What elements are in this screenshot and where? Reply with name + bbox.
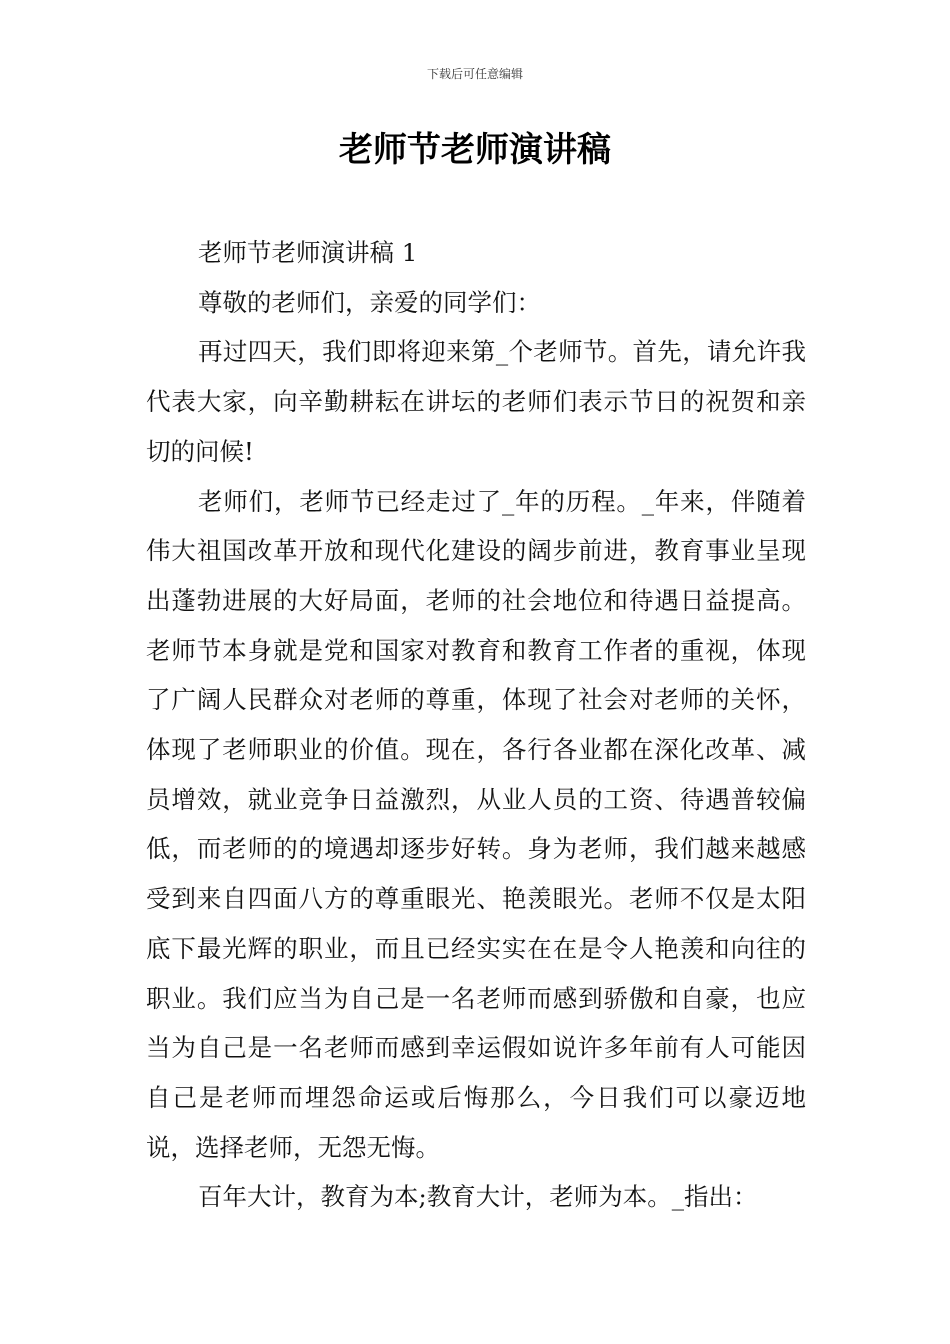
header-note: 下载后可任意编辑 — [426, 67, 523, 81]
paragraph-greeting: 再过四天，我们即将迎来第_个老师节。首先，请允许我代表大家，向辛勤耕耘在讲坛的老师们表示节日的祝贺和亲切的问候! — [146, 337, 806, 466]
paragraph-main: 老师们，老师节已经走过了_年的历程。_年来，伴随着伟大祖国改革开放和现代化建设的阔步前进，教育事业呈现出蓬勃进展的大好局面，老师的社会地位和待遇日益提高。老师节本身就是党和国家对教育和教育工作者的重视，体现了广阔人民群众对老师的尊重，体现了社会对老师的关怀，体现了老师职业的价值。现在，各行各业都在深化改革、减员增效，就业竞争日益激烈，从业人员的工资、待遇普较偏低，而老师的的境遇却逐步好转。身为老师，我们越来越感受到来自四面八方的尊重眼光、艳羡眼光。老师不仅是太阳底下最光辉的职业，而且已经实实在在是令人艳羡和向往的职业。我们应当为自己是一名老师而感到骄傲和自豪，也应当为自己是一名老师而感到幸运假如说许多年前有人可能因自己是老师而埋怨命运或后悔那么，今日我们可以豪迈地说，选择老师，无怨无悔。 — [146, 486, 806, 1162]
paragraph-closing: 百年大计，教育为本;教育大计，老师为本。_指出： — [198, 1182, 758, 1212]
document-title: 老师节老师演讲稿 — [339, 130, 611, 170]
section-heading: 老师节老师演讲稿 1 — [198, 238, 418, 267]
document-body — [146, 228, 806, 1222]
salutation: 尊敬的老师们，亲爱的同学们： — [198, 287, 541, 317]
